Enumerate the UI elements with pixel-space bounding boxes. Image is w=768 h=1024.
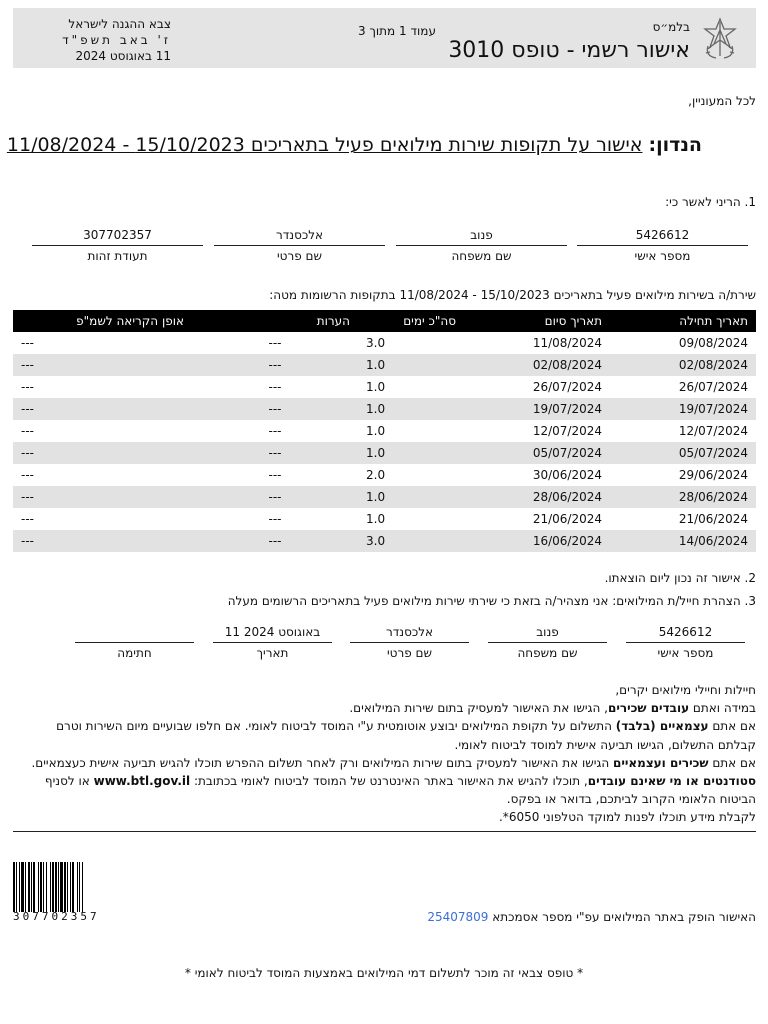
page-indicator: עמוד 1 מתוך 3 bbox=[358, 24, 436, 38]
table-row bbox=[13, 464, 756, 486]
barcode-bar bbox=[21, 862, 24, 912]
cell-end-date: 05/07/2024 bbox=[464, 442, 610, 464]
service-statement: שירת/ה בשירות מילואים פעיל בתאריכים 15/10/2023 - 11/08/2024 בתקופות הרשומות מטה: bbox=[269, 288, 756, 302]
notes-students: סטודנטים או מי שאינם עובדים, תוכלו להגיש את האישור באתר האינטרנט של המוסד לביטוח לאומי בכתובת: www.btl.gov.il או לסניף הביטוח הלאומי הקרוב לביתכם, בדואר או בפקס. bbox=[44, 774, 756, 807]
reference-number[interactable]: 25407809 bbox=[427, 910, 489, 924]
barcode-bar bbox=[64, 862, 66, 912]
greeting: לכל המעוניין, bbox=[688, 94, 756, 108]
barcode-bar bbox=[72, 862, 74, 912]
cell-call-mode: --- bbox=[13, 354, 192, 376]
barcode-bar bbox=[67, 862, 68, 912]
person-fields bbox=[31, 228, 748, 268]
cell-notes: --- bbox=[192, 354, 358, 376]
header-left bbox=[21, 16, 171, 64]
barcode-bar bbox=[28, 862, 30, 912]
cell-total-days: 1.0 bbox=[358, 398, 464, 420]
footer-note: * טופס צבאי זה מוכר לתשלום דמי המילואים באמצעות המוסד לביטוח לאומי * bbox=[184, 966, 584, 980]
cell-call-mode: --- bbox=[13, 530, 192, 552]
btl-link[interactable]: www.btl.gov.il bbox=[93, 774, 191, 789]
col-call-mode: אופן הקריאה לשמ"פ bbox=[13, 310, 192, 332]
cell-total-days: 3.0 bbox=[358, 530, 464, 552]
gregorian-date: 11 באוגוסט 2024 bbox=[75, 49, 171, 63]
notes-self-employed: אם אתם עצמאיים (בלבד) התשלום על תקופת המילואים יבוצע אוטומטית ע"י המוסד לביטוח לאומי. אם חלפו שבועיים מיום השירות וטרם קבלתם התשלום, הגישו תביעה אישית למוסד לביטוח לאומי. bbox=[56, 719, 756, 752]
section-2: 2. אישור זה נכון ליום הוצאתו. bbox=[604, 571, 756, 585]
cell-start-date: 29/06/2024 bbox=[678, 468, 748, 482]
header-right bbox=[400, 14, 740, 64]
cell-end-date: 02/08/2024 bbox=[464, 354, 610, 376]
barcode-bar bbox=[77, 862, 78, 912]
barcode-bar bbox=[79, 862, 80, 912]
divider bbox=[13, 831, 756, 832]
cell-total-days: 1.0 bbox=[358, 354, 464, 376]
cell-end-date: 11/08/2024 bbox=[532, 336, 602, 350]
cell-start-date: 02/08/2024 bbox=[610, 354, 756, 376]
notes-both: אם אתם שכירים ועצמאיים הגישו את האישור למעסיק בתום שירות המילואים ורק לאחר תשלום ההפרש תוכלו להגיש תביעה אישית כעצמאיים. bbox=[31, 755, 756, 770]
barcode-bar bbox=[43, 862, 44, 912]
barcode-bar bbox=[82, 862, 83, 912]
barcode-bar bbox=[70, 862, 71, 912]
cell-notes: --- bbox=[268, 336, 282, 350]
barcode-bar bbox=[25, 862, 26, 912]
cell-call-mode: --- bbox=[21, 512, 34, 526]
table-row bbox=[13, 398, 756, 420]
cell-notes: --- bbox=[268, 380, 282, 394]
decl-personal-number: 5426612 מספר אישי bbox=[626, 625, 745, 660]
field-id-number: 307702357 תעודת זהות bbox=[32, 228, 203, 263]
barcode-bar bbox=[31, 862, 32, 912]
col-notes: הערות bbox=[192, 310, 358, 332]
barcode-bar bbox=[50, 862, 51, 912]
cell-start-date: 14/06/2024 bbox=[610, 530, 756, 552]
table-row bbox=[13, 486, 756, 508]
cell-total-days: 1.0 bbox=[366, 380, 386, 394]
cell-start-date: 28/06/2024 bbox=[610, 486, 756, 508]
cell-call-mode: --- bbox=[21, 424, 34, 438]
cell-notes: --- bbox=[268, 468, 282, 482]
barcode bbox=[13, 862, 111, 912]
cell-start-date: 09/08/2024 bbox=[678, 336, 748, 350]
decl-signature: חתימה bbox=[75, 625, 194, 660]
cell-start-date: 21/06/2024 bbox=[678, 512, 748, 526]
decl-last-name: פנוב שם משפחה bbox=[488, 625, 607, 660]
barcode-bar bbox=[60, 862, 63, 912]
barcode-bar bbox=[52, 862, 54, 912]
cell-end-date: 19/07/2024 bbox=[464, 398, 610, 420]
table-row bbox=[13, 332, 756, 354]
cell-call-mode: --- bbox=[21, 336, 34, 350]
cell-start-date: 12/07/2024 bbox=[678, 424, 748, 438]
section-3: 3. הצהרת חייל/ת המילואים: אני מצהיר/ה בזאת כי שירתי שירות מילואים פעיל בתאריכים הרשומים מעלה bbox=[227, 594, 756, 608]
cell-notes: --- bbox=[268, 424, 282, 438]
declaration-fields bbox=[75, 625, 745, 665]
service-periods-table bbox=[13, 310, 756, 552]
barcode-bar bbox=[58, 862, 59, 912]
issued-line: האישור הופק באתר המילואים עפ"י מספר אסמכתא 25407809 bbox=[427, 910, 756, 924]
notes-greeting: חיילות וחיילי מילואים יקרים, bbox=[615, 683, 756, 697]
instructions-text bbox=[16, 681, 756, 827]
field-last-name: פנוב שם משפחה bbox=[396, 228, 567, 263]
subject-label: הנדון: bbox=[648, 134, 702, 156]
barcode-bar bbox=[46, 862, 47, 912]
cell-total-days: 1.0 bbox=[366, 424, 386, 438]
col-total-days: סה"כ ימים bbox=[358, 310, 464, 332]
cell-start-date: 26/07/2024 bbox=[678, 380, 748, 394]
cell-start-date: 05/07/2024 bbox=[610, 442, 756, 464]
cell-notes: --- bbox=[192, 486, 358, 508]
cell-call-mode: --- bbox=[13, 398, 192, 420]
cell-total-days: 1.0 bbox=[358, 486, 464, 508]
barcode-bar bbox=[33, 862, 35, 912]
document-title: אישור רשמי - טופס 3010 bbox=[448, 38, 690, 63]
cell-end-date: 16/06/2024 bbox=[464, 530, 610, 552]
table-row bbox=[13, 420, 756, 442]
cell-notes: --- bbox=[268, 512, 282, 526]
cell-total-days: 1.0 bbox=[358, 442, 464, 464]
table-row bbox=[13, 354, 756, 376]
idf-emblem-icon bbox=[700, 16, 740, 60]
subject-line bbox=[7, 134, 702, 156]
cell-call-mode: --- bbox=[21, 380, 34, 394]
army-name: צבא ההגנה לישראל bbox=[68, 17, 171, 31]
cell-end-date: 28/06/2024 bbox=[464, 486, 610, 508]
section-1: 1. הריני לאשר כי: bbox=[665, 195, 756, 209]
cell-total-days: 3.0 bbox=[366, 336, 386, 350]
cell-end-date: 12/07/2024 bbox=[532, 424, 602, 438]
cell-notes: --- bbox=[192, 530, 358, 552]
barcode-bar bbox=[16, 862, 17, 912]
cell-notes: --- bbox=[192, 398, 358, 420]
table-row bbox=[13, 442, 756, 464]
barcode-bar bbox=[38, 862, 39, 912]
notes-phone: לקבלת מידע תוכלו לפנות למוקד הטלפוני 6050*. bbox=[498, 810, 756, 825]
col-end-date: תאריך סיום bbox=[464, 310, 610, 332]
notes-salaried: במידה ואתם עובדים שכירים, הגישו את האישור למעסיק בתום שירות המילואים. bbox=[349, 701, 756, 716]
document-header bbox=[13, 8, 756, 68]
cell-total-days: 2.0 bbox=[366, 468, 386, 482]
field-personal-number: 5426612 מספר אישי bbox=[577, 228, 748, 263]
cell-end-date: 30/06/2024 bbox=[532, 468, 602, 482]
table-row bbox=[13, 530, 756, 552]
col-start-date: תאריך תחילה bbox=[610, 310, 756, 332]
table-header-row bbox=[13, 310, 756, 332]
cell-total-days: 1.0 bbox=[366, 512, 386, 526]
cell-call-mode: --- bbox=[13, 442, 192, 464]
cell-end-date: 26/07/2024 bbox=[532, 380, 602, 394]
hebrew-date: ז' באב תשפ"ד bbox=[62, 33, 171, 47]
decl-date: 11 באוגוסט 2024 תאריך bbox=[213, 625, 332, 660]
cell-notes: --- bbox=[192, 442, 358, 464]
field-first-name: אלכסנדר שם פרטי bbox=[214, 228, 385, 263]
cell-call-mode: --- bbox=[21, 468, 34, 482]
barcode-bar bbox=[13, 862, 15, 912]
classification-label: בלמ״ס bbox=[652, 20, 690, 34]
cell-end-date: 21/06/2024 bbox=[532, 512, 602, 526]
cell-call-mode: --- bbox=[13, 486, 192, 508]
barcode-number: 307702357 bbox=[13, 910, 100, 923]
barcode-bar bbox=[40, 862, 42, 912]
barcode-bar bbox=[19, 862, 20, 912]
subject-text: אישור על תקופות שירות מילואים פעיל בתאריכים 15/10/2023 - 11/08/2024 bbox=[6, 134, 643, 156]
table-row bbox=[13, 508, 756, 530]
barcode-bar bbox=[55, 862, 57, 912]
table-row bbox=[13, 376, 756, 398]
decl-first-name: אלכסנדר שם פרטי bbox=[350, 625, 469, 660]
cell-start-date: 19/07/2024 bbox=[610, 398, 756, 420]
